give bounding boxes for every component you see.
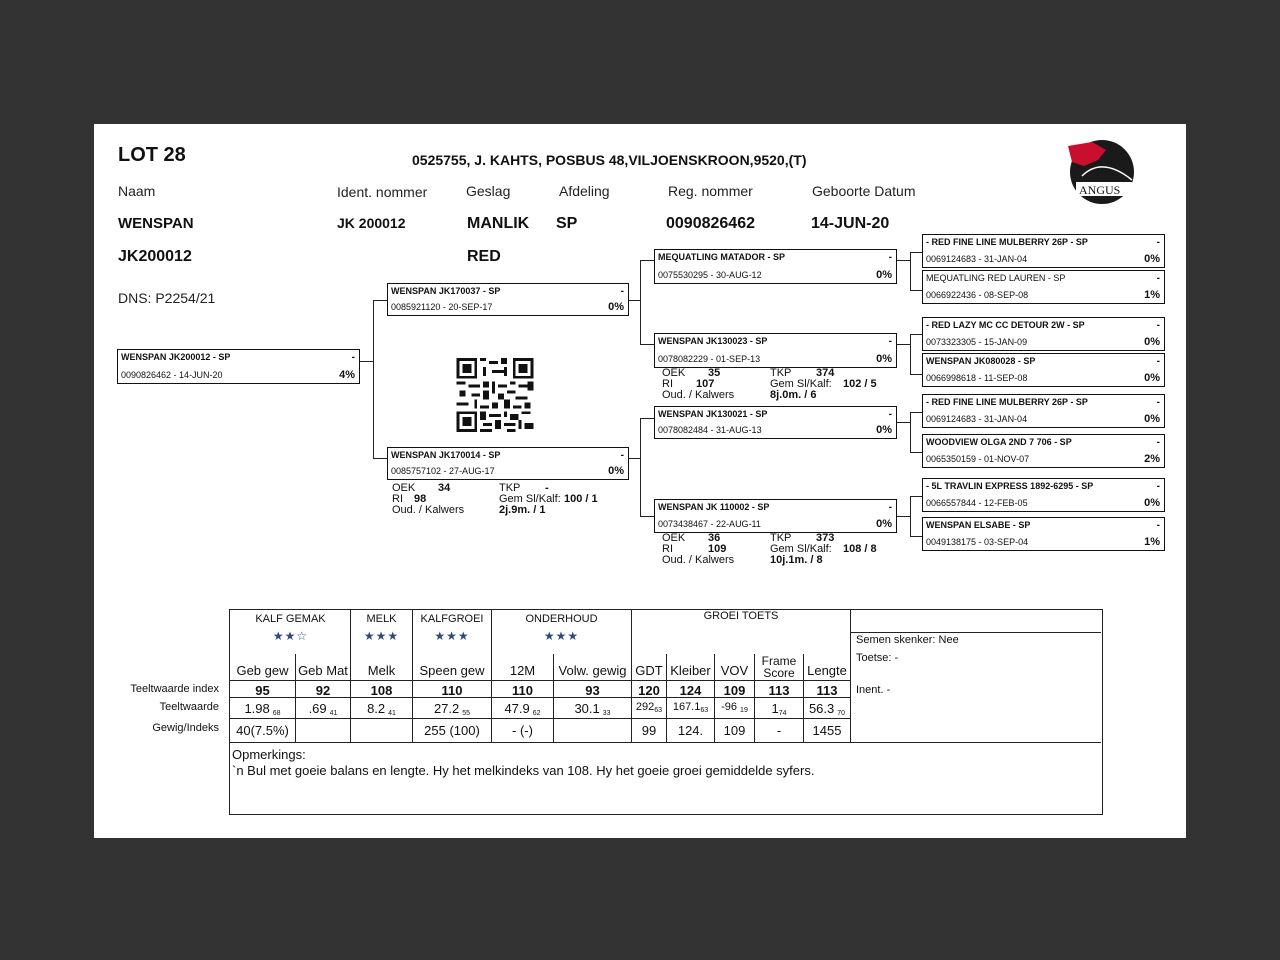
- pedigree-reg: 0085757102 - 27-AUG-17: [391, 466, 495, 476]
- owner-line: 0525755, J. KAHTS, POSBUS 48,VILJOENSKROON,9520,(T): [412, 152, 807, 168]
- pedigree-pct: 0%: [1144, 413, 1160, 425]
- stat-label: TKP: [499, 482, 521, 494]
- stat-value: -: [545, 482, 549, 494]
- connector: [628, 300, 640, 301]
- tw-vov: -96 $_{19}$: [721, 701, 748, 714]
- stat-value: 98: [414, 493, 427, 505]
- label-naam: Naam: [118, 183, 156, 199]
- index-12m: 110: [512, 683, 533, 698]
- stat-label: OEK: [662, 367, 686, 379]
- tw-kleiber: $167.1_{63}$: [672, 701, 709, 714]
- stat-label: Gem Sl/Kalf:: [770, 543, 832, 555]
- stat-value: 107: [696, 378, 715, 390]
- row-label-index: Teeltwaarde index: [130, 683, 219, 695]
- animal-name: WENSPAN: [118, 215, 194, 232]
- remarks-text: `n Bul met goeie balans en lengte. Hy het melkindeks van 108. Hy het goeie groei gemiddelde syfers.: [232, 763, 815, 778]
- stat-value: 35: [708, 367, 721, 379]
- pedigree-name: WENSPAN JK170037 - SP: [391, 286, 501, 296]
- index-vov: 109: [723, 683, 746, 698]
- connector: [910, 252, 922, 253]
- stat-value: 34: [438, 482, 451, 494]
- pedigree-pct: 0%: [1144, 336, 1160, 348]
- index-volw-gewig: 93: [585, 683, 600, 698]
- gewig-speen-gew: 255 (100): [424, 723, 480, 738]
- gewig-gdt: 99: [641, 723, 657, 738]
- grid-line: [230, 680, 850, 681]
- index-speen-gew: 110: [441, 683, 463, 698]
- pedigree-pct: 1%: [1144, 289, 1160, 301]
- stat-value: 36: [708, 532, 721, 544]
- stat-value: 2j.9m. / 1: [499, 504, 546, 516]
- pedigree-dash: -: [888, 409, 892, 420]
- stat-label: Oud. / Kalwers: [662, 554, 735, 566]
- sire-dam-stats: [662, 368, 892, 404]
- animal-color: RED: [467, 248, 501, 265]
- pedigree-box-dam: [387, 447, 629, 480]
- gewig-frame-score: -: [776, 723, 782, 738]
- gewig-geb-gew: 40(7.5%): [236, 723, 289, 738]
- pedigree-reg: 0066998618 - 11-SEP-08: [926, 373, 1028, 383]
- pedigree-box-gg8: [922, 517, 1165, 551]
- stat-label: RI: [392, 493, 403, 505]
- connector: [910, 290, 922, 291]
- animal-sex: MANLIK: [467, 215, 530, 232]
- tw-gdt: $292_{63}$: [635, 701, 663, 714]
- grid-line: [850, 610, 851, 742]
- connector: [910, 334, 911, 374]
- tests: Toetse: -: [856, 652, 899, 664]
- tw-lengte: 56.3 $_{70}$: [808, 701, 846, 717]
- pedigree-name: WENSPAN JK 110002 - SP: [658, 502, 770, 512]
- pedigree-box-gg4: [922, 353, 1165, 387]
- pedigree-pct: 0%: [1144, 372, 1160, 384]
- pedigree-name: WENSPAN ELSABE - SP: [926, 520, 1031, 530]
- col-volw-gewig: Volw. gewig: [558, 663, 627, 678]
- connector: [910, 412, 911, 452]
- pedigree-dash: -: [1156, 356, 1160, 367]
- pedigree-name: - RED FINE LINE MULBERRY 26P - SP: [926, 397, 1088, 407]
- pedigree-box-sire: [387, 283, 629, 316]
- col-vov: VOV: [720, 663, 749, 678]
- connector: [910, 496, 922, 497]
- gewig-vov: 109: [723, 723, 746, 738]
- pedigree-pct: 0%: [876, 424, 892, 436]
- animal-id-line: JK200012: [118, 248, 192, 265]
- pedigree-dash: -: [1156, 273, 1160, 284]
- lot-number: LOT 28: [118, 144, 186, 166]
- col-lengte: Lengte: [807, 663, 847, 678]
- label-geboorte: Geboorte Datum: [812, 183, 916, 199]
- pedigree-pct: 0%: [876, 353, 892, 365]
- index-frame-score: 113: [768, 683, 790, 698]
- pedigree-reg: 0066922436 - 08-SEP-08: [926, 290, 1029, 300]
- pedigree-name: WENSPAN JK200012 - SP: [121, 352, 231, 362]
- tw-melk: 8.2 $_{41}$: [367, 701, 396, 717]
- stat-value: 10j.1m. / 8: [770, 554, 823, 566]
- stat-value: 102 / 5: [843, 378, 877, 390]
- stat-label: Gem Sl/Kalf:: [770, 378, 832, 390]
- kalf-gemak-stars-icon: ★★☆: [272, 629, 309, 643]
- pedigree-name: MEQUATLING MATADOR - SP: [658, 252, 785, 262]
- pedigree-reg: 0090826462 - 14-JUN-20: [121, 370, 223, 380]
- semen-donor: Semen skenker: Nee: [856, 634, 959, 646]
- connector: [910, 412, 922, 413]
- col-kleiber: Kleiber: [670, 663, 711, 678]
- stat-value: 100 / 1: [564, 493, 598, 505]
- pedigree-name: WENSPAN JK130021 - SP: [658, 409, 768, 419]
- pedigree-dash: -: [1156, 481, 1160, 492]
- pedigree-dash: -: [1156, 237, 1160, 248]
- connector: [896, 516, 910, 517]
- pedigree-dash: -: [1156, 520, 1160, 531]
- epd-table: [229, 609, 1103, 815]
- pedigree-name: - 5L TRAVLIN EXPRESS 1892-6295 - SP: [926, 481, 1094, 491]
- pedigree-box-gg5: [922, 394, 1165, 428]
- animal-ident: JK 200012: [337, 215, 406, 231]
- kalfgroei-stars-icon: ★★★: [434, 629, 470, 643]
- col-melk: Melk: [367, 663, 396, 678]
- pedigree-dash: -: [1156, 397, 1160, 408]
- pedigree-dash: -: [888, 252, 892, 263]
- onderhoud-stars-icon: ★★★: [543, 629, 580, 643]
- grid-line: [850, 632, 1101, 633]
- pedigree-reg: 0049138175 - 03-SEP-04: [926, 537, 1029, 547]
- pedigree-name: WENSPAN JK080028 - SP: [926, 356, 1036, 366]
- pedigree-box-gg6: [922, 434, 1165, 468]
- pedigree-name: WENSPAN JK170014 - SP: [391, 450, 501, 460]
- dam-stats: [392, 483, 622, 519]
- qr-code: [456, 358, 534, 432]
- group-groei-toets: GROEI TOETS: [703, 610, 779, 622]
- pedigree-pct: 0%: [608, 301, 624, 313]
- dns-number: DNS: P2254/21: [118, 290, 216, 306]
- pedigree-dash: -: [888, 336, 892, 347]
- connector: [373, 458, 387, 459]
- stat-value: 8j.0m. / 6: [770, 389, 817, 401]
- group-kalf-gemak: KALF GEMAK: [255, 613, 326, 625]
- connector: [640, 418, 641, 516]
- pedigree-dash: -: [620, 450, 624, 461]
- pedigree-pct: 0%: [1144, 253, 1160, 265]
- index-geb-gew: 95: [255, 683, 270, 698]
- connector: [640, 260, 654, 261]
- index-melk: 108: [370, 683, 393, 698]
- stat-label: Oud. / Kalwers: [662, 389, 735, 401]
- pedigree-pct: 0%: [1144, 497, 1160, 509]
- animal-reg: 0090826462: [666, 215, 755, 232]
- pedigree-name: WOODVIEW OLGA 2ND 7 706 - SP: [926, 437, 1072, 447]
- row-label-gewig: Gewig/Indeks: [152, 722, 219, 734]
- stat-label: RI: [662, 543, 673, 555]
- pedigree-box-sire-sire: [654, 249, 897, 284]
- index-kleiber: 124: [679, 683, 702, 698]
- pedigree-dash: -: [351, 352, 355, 363]
- group-melk: MELK: [366, 613, 397, 625]
- grid-line: [230, 718, 850, 719]
- col-geb-gew: Geb gew: [236, 663, 289, 678]
- remarks-label: Opmerkings:: [232, 747, 306, 762]
- connector: [910, 536, 922, 537]
- connector: [910, 452, 922, 453]
- pedigree-name: - RED LAZY MC CC DETOUR 2W - SP: [926, 320, 1085, 330]
- stat-value: 373: [816, 532, 835, 544]
- connector: [373, 300, 387, 301]
- pedigree-name: WENSPAN JK130023 - SP: [658, 336, 768, 346]
- connector: [640, 260, 641, 344]
- stat-value: 109: [708, 543, 727, 555]
- pedigree-name: - RED FINE LINE MULBERRY 26P - SP: [926, 237, 1088, 247]
- connector: [910, 496, 911, 536]
- pedigree-box-dam-dam: [654, 499, 897, 533]
- pedigree-reg: 0078082229 - 01-SEP-13: [658, 354, 761, 364]
- label-ident: Ident. nommer: [337, 184, 428, 200]
- gewig-lengte: 1455: [812, 723, 842, 738]
- tw-geb-gew: 1.98 $_{68}$: [244, 701, 281, 717]
- stat-value: 374: [816, 367, 835, 379]
- tw-geb-mat: .69 $_{41}$: [308, 701, 338, 717]
- pedigree-reg: 0069124683 - 31-JAN-04: [926, 414, 1028, 424]
- pedigree-reg: 0073438467 - 22-AUG-11: [658, 519, 761, 529]
- grid-line: [230, 742, 1101, 743]
- pedigree-box-gg7: [922, 478, 1165, 512]
- gewig-kleiber: 124.: [677, 723, 704, 738]
- stat-label: TKP: [770, 532, 792, 544]
- col-frame-score: Frame Score: [761, 654, 797, 680]
- pedigree-dash: -: [620, 286, 624, 297]
- pedigree-pct: 4%: [339, 369, 355, 381]
- connector: [896, 260, 910, 261]
- tw-speen-gew: 27.2 $_{55}$: [433, 701, 471, 717]
- index-geb-mat: 92: [315, 683, 331, 698]
- animal-section: SP: [556, 215, 578, 232]
- connector: [359, 361, 373, 362]
- pedigree-box-gg2: [922, 270, 1165, 304]
- stat-label: OEK: [662, 532, 686, 544]
- col-12m: 12M: [509, 663, 536, 678]
- col-gdt: GDT: [635, 663, 663, 678]
- pedigree-box-gg1: [922, 234, 1165, 268]
- tw-frame-score: $1_{74}$: [771, 701, 787, 717]
- pedigree-reg: 0078082484 - 31-AUG-13: [658, 425, 762, 435]
- col-speen-gew: Speen gew: [419, 663, 485, 678]
- stat-label: TKP: [770, 367, 792, 379]
- connector: [640, 344, 654, 345]
- pedigree-dash: -: [1156, 437, 1160, 448]
- dam-dam-stats: [662, 533, 892, 569]
- row-label-tw: Teeltwaarde: [159, 701, 219, 713]
- connector: [896, 422, 910, 423]
- index-gdt: 120: [638, 683, 660, 698]
- stat-value: 108 / 8: [843, 543, 877, 555]
- pedigree-pct: 0%: [876, 518, 892, 530]
- pedigree-box-self: [117, 349, 360, 384]
- stat-label: OEK: [392, 482, 416, 494]
- angus-logo: [1062, 136, 1138, 206]
- melk-stars-icon: ★★★: [363, 629, 400, 643]
- connector: [896, 344, 910, 345]
- animal-dob: 14-JUN-20: [811, 215, 890, 232]
- pedigree-dash: -: [1156, 320, 1160, 331]
- tw-volw-gewig: 30.1 $_{33}$: [574, 701, 611, 717]
- pedigree-reg: 0075530295 - 30-AUG-12: [658, 270, 762, 280]
- pedigree-card: [94, 124, 1186, 838]
- connector: [640, 418, 654, 419]
- pedigree-pct: 1%: [1144, 536, 1160, 548]
- stat-label: RI: [662, 378, 673, 390]
- pedigree-box-sire-dam: [654, 333, 897, 368]
- pedigree-reg: 0065350159 - 01-NOV-07: [926, 454, 1030, 464]
- stat-label: Gem Sl/Kalf:: [499, 493, 561, 505]
- col-geb-mat: Geb Mat: [298, 663, 348, 678]
- pedigree-reg: 0085921120 - 20-SEP-17: [391, 302, 493, 312]
- gewig-12m: - (-): [512, 723, 533, 738]
- pedigree-pct: 0%: [608, 465, 624, 477]
- connector: [640, 516, 654, 517]
- label-geslag: Geslag: [466, 183, 511, 199]
- label-reg: Reg. nommer: [668, 183, 753, 199]
- pedigree-box-gg3: [922, 317, 1165, 351]
- connector: [910, 374, 922, 375]
- connector: [628, 458, 640, 459]
- group-kalfgroei: KALFGROEI: [420, 613, 484, 625]
- logo-text: ANGUS: [1079, 183, 1121, 197]
- connector: [910, 334, 922, 335]
- pedigree-box-dam-sire: [654, 406, 897, 439]
- index-lengte: 113: [816, 683, 838, 698]
- vaccinations: Inent. -: [856, 684, 891, 696]
- pedigree-name: MEQUATLING RED LAUREN - SP: [926, 273, 1066, 283]
- pedigree-dash: -: [888, 502, 892, 513]
- stat-label: Oud. / Kalwers: [392, 504, 465, 516]
- connector: [910, 252, 911, 290]
- connector: [373, 300, 374, 458]
- label-afdeling: Afdeling: [559, 183, 610, 199]
- tw-12m: 47.9 $_{62}$: [504, 701, 541, 717]
- group-onderhoud: ONDERHOUD: [525, 613, 598, 625]
- pedigree-reg: 0066557844 - 12-FEB-05: [926, 498, 1028, 508]
- pedigree-reg: 0073323305 - 15-JAN-09: [926, 337, 1028, 347]
- pedigree-pct: 0%: [876, 269, 892, 281]
- pedigree-reg: 0069124683 - 31-JAN-04: [926, 254, 1028, 264]
- pedigree-pct: 2%: [1144, 453, 1160, 465]
